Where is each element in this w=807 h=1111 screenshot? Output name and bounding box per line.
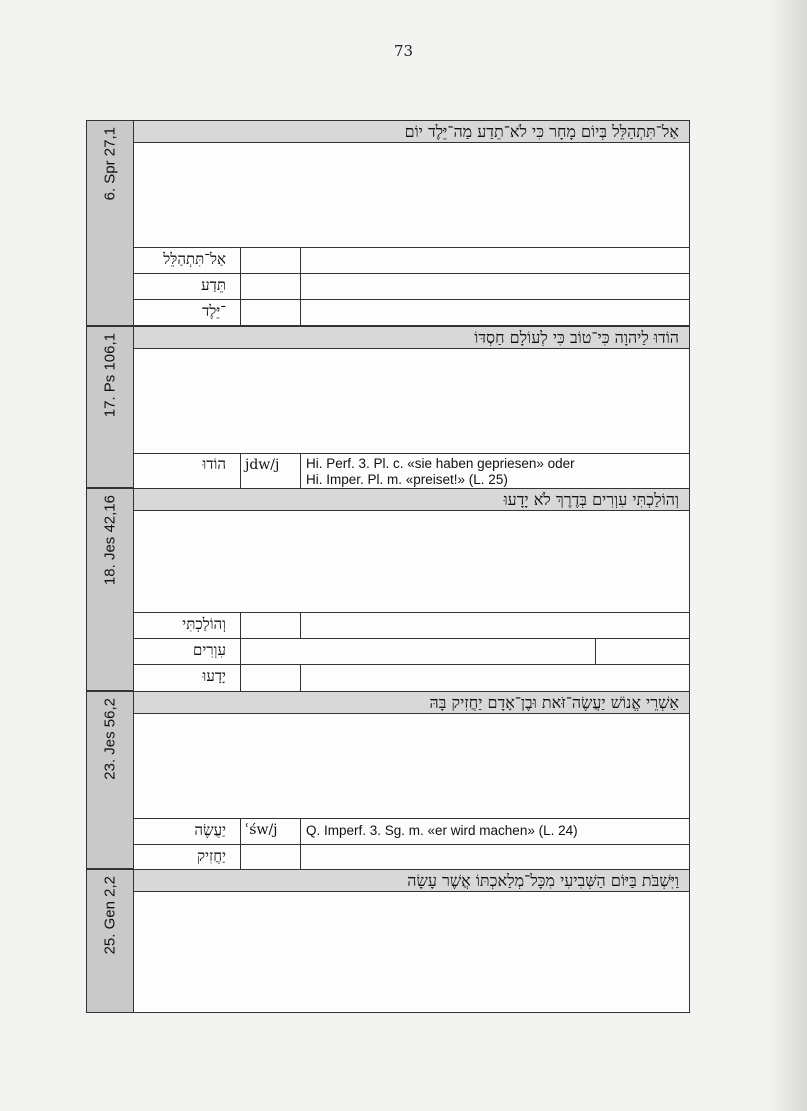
translation-area[interactable] xyxy=(134,511,689,612)
translation-area[interactable] xyxy=(134,714,689,818)
hebrew-verse: וְהוֹלַכְתִּי עִוְרִים בְּדֶרֶךְ לֹא יָדָעוּ xyxy=(134,489,689,511)
analysis-row xyxy=(134,664,689,691)
analysis-row xyxy=(134,273,689,299)
analysis-row xyxy=(134,818,689,844)
verse-reference-tab xyxy=(87,870,134,1012)
verse-reference: 17. Ps 106,1 xyxy=(101,333,119,418)
hebrew-verse: אַשְׁרֵי אֱנוֹשׁ יַעֲשֶׂה־זֹּאת וּבֶן־אָדָם יַחֲזִיק בָּהּ xyxy=(134,692,689,714)
exercise-block xyxy=(86,120,690,326)
exercise-block xyxy=(86,691,690,869)
hebrew-word: יָדָעוּ xyxy=(134,665,241,691)
exercise-block xyxy=(86,488,690,691)
analysis-field[interactable] xyxy=(301,845,689,869)
verse-reference-tab xyxy=(87,692,134,868)
analysis-row xyxy=(134,453,689,488)
hebrew-word: עִוְרִים xyxy=(134,639,241,664)
verse-reference: 18. Jes 42,16 xyxy=(101,495,119,586)
root-field[interactable] xyxy=(241,613,301,638)
analysis-field[interactable] xyxy=(301,613,689,638)
analysis-field[interactable] xyxy=(301,274,689,299)
translation-area[interactable] xyxy=(134,892,689,1012)
hebrew-verse: אַל־תִּתְהַלֵּל בְּיוֹם מָחָר כִּי לֹא־תֵדַע מַה־יֵּלֶד יוֹם xyxy=(134,121,689,143)
page-number: 73 xyxy=(393,42,414,60)
verse-reference-tab xyxy=(87,121,134,325)
analysis-field[interactable] xyxy=(301,300,689,325)
root-field[interactable] xyxy=(241,665,301,691)
hebrew-word: יַעֲשֶׂה xyxy=(134,819,241,844)
analysis-row xyxy=(134,844,689,869)
root-field[interactable] xyxy=(241,845,301,869)
verse-reference-tab xyxy=(87,489,134,690)
page-edge-shadow xyxy=(767,0,807,1111)
root-field[interactable]: jdw/j xyxy=(241,454,301,488)
exercise-block xyxy=(86,326,690,488)
analysis-row xyxy=(134,612,689,638)
hebrew-verse: וַיִּשְׁבֹּת בַּיּוֹם הַשְּׁבִיעִי מִכָּל־מְלַאכְתּוֹ אֲשֶׁר עָשָׂה xyxy=(134,870,689,892)
hebrew-word: תֵּדַע xyxy=(134,274,241,299)
root-field[interactable]: ʿśw/j xyxy=(241,819,301,844)
hebrew-word: יַחֲזִיק xyxy=(134,845,241,869)
verse-reference-tab xyxy=(87,327,134,487)
analysis-row xyxy=(134,638,689,664)
root-field[interactable] xyxy=(241,248,301,273)
root-field[interactable] xyxy=(241,639,596,664)
analysis-field[interactable] xyxy=(301,665,689,691)
analysis-line: Hi. Perf. 3. Pl. c. «sie haben gepriesen» oder xyxy=(306,456,575,471)
analysis-row xyxy=(134,299,689,325)
verse-reference: 25. Gen 2,2 xyxy=(101,876,119,955)
translation-area[interactable] xyxy=(134,349,689,453)
hebrew-verse: הוֹדוּ לַיהוָה כִּי־טוֹב כִּי לְעוֹלָם חַסְדּוֹ xyxy=(134,327,689,349)
analysis-field[interactable] xyxy=(596,639,689,664)
analysis-field[interactable] xyxy=(301,248,689,273)
analysis-field[interactable]: Q. Imperf. 3. Sg. m. «er wird machen» (L. 24) xyxy=(306,823,578,838)
analysis-field[interactable] xyxy=(301,454,689,488)
analysis-row xyxy=(134,247,689,273)
root-field[interactable] xyxy=(241,300,301,325)
analysis-line: Hi. Imper. Pl. m. «preiset!» (L. 25) xyxy=(306,472,508,487)
hebrew-word: אַל־תִּתְהַלֵּל xyxy=(134,248,241,273)
hebrew-word: ־יֵּלֶד xyxy=(134,300,241,325)
hebrew-word: וְהוֹלַכְתִּי xyxy=(134,613,241,638)
exercise-block xyxy=(86,869,690,1013)
translation-area[interactable] xyxy=(134,143,689,247)
verse-reference: 6. Spr 27,1 xyxy=(101,127,119,201)
hebrew-word: הוֹדוּ xyxy=(134,454,241,488)
verse-reference: 23. Jes 56,2 xyxy=(101,698,119,780)
root-field[interactable] xyxy=(241,274,301,299)
